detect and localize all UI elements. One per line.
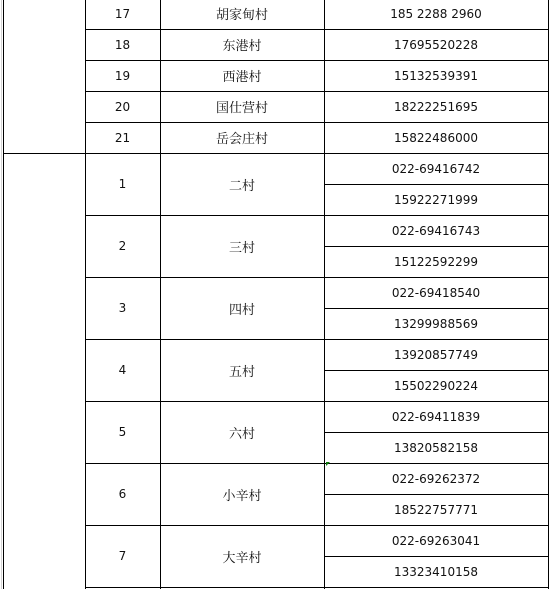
phone-cell[interactable]: 15132539391 bbox=[394, 68, 478, 83]
village-name-cell[interactable]: 四村 bbox=[228, 302, 255, 318]
phone-cell[interactable]: 18522757771 bbox=[394, 502, 478, 517]
phone-cell[interactable]: 15502290224 bbox=[394, 378, 478, 393]
phone-cell[interactable]: 13820582158 bbox=[394, 440, 478, 455]
village-name-cell[interactable]: 六村 bbox=[228, 426, 255, 442]
village-name-cell[interactable]: 三村 bbox=[228, 240, 255, 256]
row-number-cell[interactable]: 1 bbox=[118, 177, 127, 191]
grid-line-vertical bbox=[3, 0, 4, 589]
phone-cell[interactable]: 022-69262372 bbox=[391, 471, 481, 486]
row-number-cell[interactable]: 5 bbox=[118, 425, 127, 439]
row-number-cell[interactable]: 17 bbox=[114, 6, 131, 21]
row-number-cell[interactable]: 2 bbox=[118, 239, 127, 253]
grid-line-vertical bbox=[548, 0, 549, 589]
village-name-cell[interactable]: 西港村 bbox=[222, 70, 262, 85]
cell-indicator-triangle bbox=[326, 462, 330, 466]
phone-cell[interactable]: 022-69418540 bbox=[391, 285, 481, 300]
grid-line-horizontal bbox=[324, 370, 548, 371]
phone-cell[interactable]: 15822486000 bbox=[394, 130, 478, 145]
village-name-cell[interactable]: 五村 bbox=[228, 364, 255, 380]
phone-cell[interactable]: 13299988569 bbox=[394, 316, 478, 331]
village-name-cell[interactable]: 胡家甸村 bbox=[215, 8, 268, 23]
row-number-cell[interactable]: 19 bbox=[114, 68, 131, 83]
grid-line-horizontal bbox=[324, 432, 548, 433]
row-number-cell[interactable]: 18 bbox=[114, 37, 131, 52]
village-name-cell[interactable]: 小辛村 bbox=[222, 488, 262, 504]
phone-cell[interactable]: 15922271999 bbox=[394, 192, 478, 207]
village-name-cell[interactable]: 二村 bbox=[228, 178, 255, 194]
phone-cell[interactable]: 022-69411839 bbox=[391, 409, 481, 424]
village-name-cell[interactable]: 大辛村 bbox=[222, 550, 262, 566]
phone-cell[interactable]: 15122592299 bbox=[394, 254, 478, 269]
village-name-cell[interactable]: 东港村 bbox=[222, 39, 262, 54]
row-number-cell[interactable]: 3 bbox=[118, 301, 127, 315]
phone-cell[interactable]: 022-69263041 bbox=[391, 533, 481, 548]
phone-cell[interactable]: 13920857749 bbox=[394, 347, 478, 362]
grid-line-horizontal bbox=[324, 246, 548, 247]
grid-line-horizontal bbox=[324, 184, 548, 185]
phone-cell[interactable]: 18222251695 bbox=[394, 99, 478, 114]
row-number-cell[interactable]: 6 bbox=[118, 487, 127, 501]
phone-cell[interactable]: 022-69416743 bbox=[391, 223, 481, 238]
row-number-cell[interactable]: 21 bbox=[114, 130, 131, 145]
grid-line-horizontal bbox=[324, 556, 548, 557]
grid-line-horizontal bbox=[85, 587, 548, 588]
phone-cell[interactable]: 022-69416742 bbox=[391, 161, 481, 176]
village-name-cell[interactable]: 国仕营村 bbox=[215, 101, 268, 116]
row-number-cell[interactable]: 7 bbox=[118, 549, 127, 563]
phone-cell[interactable]: 13323410158 bbox=[394, 564, 478, 579]
row-number-cell[interactable]: 20 bbox=[114, 99, 131, 114]
row-number-cell[interactable]: 4 bbox=[118, 363, 127, 377]
grid-line-horizontal bbox=[324, 308, 548, 309]
village-name-cell[interactable]: 岳会庄村 bbox=[215, 132, 268, 147]
phone-cell[interactable]: 17695520228 bbox=[394, 37, 478, 52]
grid-line-horizontal bbox=[324, 494, 548, 495]
grid-line-vertical bbox=[1, 0, 2, 589]
phone-cell[interactable]: 185 2288 2960 bbox=[390, 6, 482, 21]
